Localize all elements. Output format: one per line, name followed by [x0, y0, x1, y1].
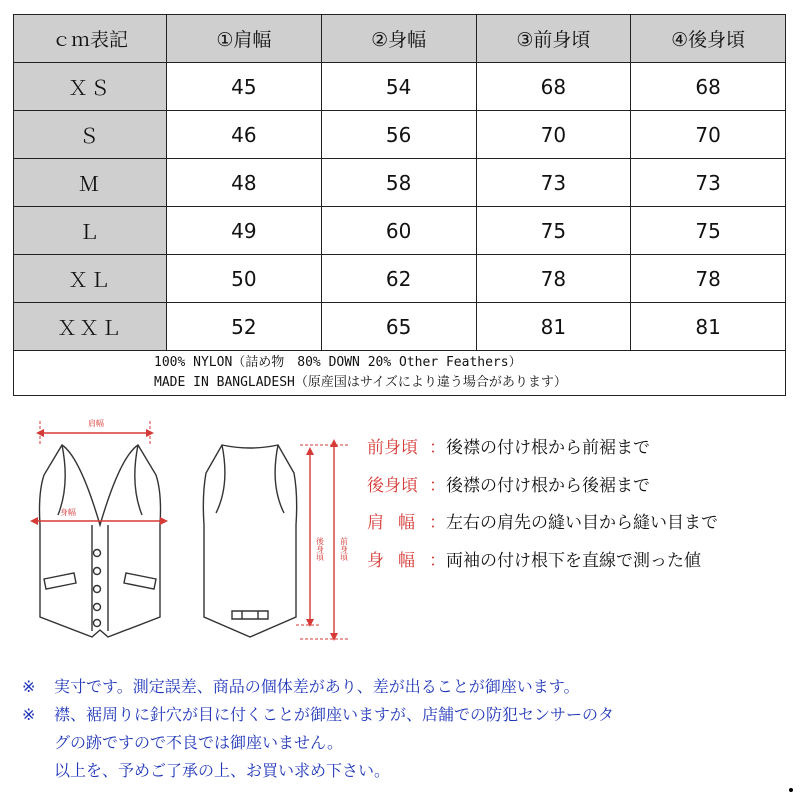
material-notes — [14, 351, 786, 396]
vest-front-drawing — [40, 445, 161, 637]
footnotes — [22, 673, 782, 785]
footnote-line — [22, 673, 782, 701]
legend-separator: ： — [429, 513, 446, 533]
legend-shoulder — [367, 508, 718, 538]
header-back-length: ④後身頃 — [631, 15, 786, 63]
material-note-line: 100% NYLON（詰め物 80% DOWN 20% Other Feathers） — [154, 355, 522, 370]
legend-back-length — [367, 471, 650, 501]
table-cell: 56 — [321, 111, 476, 159]
header-shoulder: ①肩幅 — [167, 15, 322, 63]
table-cell: 75 — [631, 207, 786, 255]
table-cell: 78 — [476, 255, 631, 303]
table-cell: 54 — [321, 63, 476, 111]
table-cell: 62 — [321, 255, 476, 303]
footnote-line — [22, 701, 782, 729]
vest-back-drawing — [203, 445, 296, 637]
table-cell: 70 — [476, 111, 631, 159]
table-cell: 78 — [631, 255, 786, 303]
label-front-length: 前身頃 — [339, 537, 349, 561]
footnote-text: グの跡ですので不良では御座いません。 — [54, 733, 343, 752]
size-label: Ｍ — [14, 159, 167, 207]
legend-separator: ： — [429, 476, 446, 496]
table-row — [14, 207, 786, 255]
table-row — [14, 303, 786, 351]
table-cell: 73 — [476, 159, 631, 207]
table-cell: 45 — [167, 63, 322, 111]
table-cell: 73 — [631, 159, 786, 207]
legend-chest — [367, 546, 701, 576]
measurement-diagram — [0, 405, 800, 660]
table-cell: 48 — [167, 159, 322, 207]
table-row — [14, 63, 786, 111]
legend-desc: 後襟の付け根から前裾まで — [446, 438, 650, 458]
origin-note-line: MADE IN BANGLADESH（原産国はサイズにより違う場合があります） — [154, 375, 567, 390]
legend-separator: ： — [429, 551, 446, 571]
legend-desc: 左右の肩先の縫い目から縫い目まで — [446, 513, 718, 533]
table-cell: 81 — [631, 303, 786, 351]
size-label: ＸＸＬ — [14, 303, 167, 351]
table-cell: 46 — [167, 111, 322, 159]
size-label: ＸＳ — [14, 63, 167, 111]
note-mark: ※ — [22, 677, 36, 696]
table-cell: 60 — [321, 207, 476, 255]
table-cell: 81 — [476, 303, 631, 351]
table-cell: 75 — [476, 207, 631, 255]
legend-term: 肩幅 — [367, 513, 429, 533]
legend-desc: 後襟の付け根から後裾まで — [446, 476, 650, 496]
table-row — [14, 255, 786, 303]
legend-term: 前身頃 — [367, 438, 418, 458]
legend-front-length — [367, 433, 650, 463]
label-shoulder: 肩幅 — [88, 419, 104, 428]
footnote-text: 襟、裾周りに針穴が目に付くことが御座いますが、店舗での防犯センサーのタ — [54, 705, 615, 724]
table-row — [14, 111, 786, 159]
corner-dot — [789, 788, 793, 792]
size-label: ＸＬ — [14, 255, 167, 303]
table-cell: 58 — [321, 159, 476, 207]
table-header-row — [14, 15, 786, 63]
table-cell: 49 — [167, 207, 322, 255]
table-cell: 68 — [631, 63, 786, 111]
footnote-text: 実寸です。測定誤差、商品の個体差があり、差が出ることが御座います。 — [54, 677, 580, 696]
label-back-length: 後身頃 — [315, 537, 325, 561]
header-chest: ②身幅 — [321, 15, 476, 63]
header-front-length: ③前身頃 — [476, 15, 631, 63]
table-row — [14, 159, 786, 207]
table-cell: 68 — [476, 63, 631, 111]
header-size-unit: ｃｍ表記 — [14, 15, 167, 63]
note-mark: ※ — [22, 705, 36, 724]
table-cell: 70 — [631, 111, 786, 159]
label-chest: 身幅 — [60, 508, 76, 517]
table-cell: 65 — [321, 303, 476, 351]
legend-separator: ： — [429, 438, 446, 458]
footnote-line — [22, 757, 782, 785]
material-notes-row — [14, 351, 786, 396]
legend-term: 後身頃 — [367, 476, 418, 496]
table-cell: 50 — [167, 255, 322, 303]
table-cell: 52 — [167, 303, 322, 351]
footnote-line — [22, 729, 782, 757]
legend-term: 身幅 — [367, 551, 429, 571]
size-label: Ｌ — [14, 207, 167, 255]
footnote-text: 以上を、予めご了承の上、お買い求め下さい。 — [54, 761, 391, 780]
size-chart-table — [13, 14, 786, 396]
size-label: Ｓ — [14, 111, 167, 159]
legend-desc: 両袖の付け根下を直線で測った値 — [446, 551, 701, 571]
